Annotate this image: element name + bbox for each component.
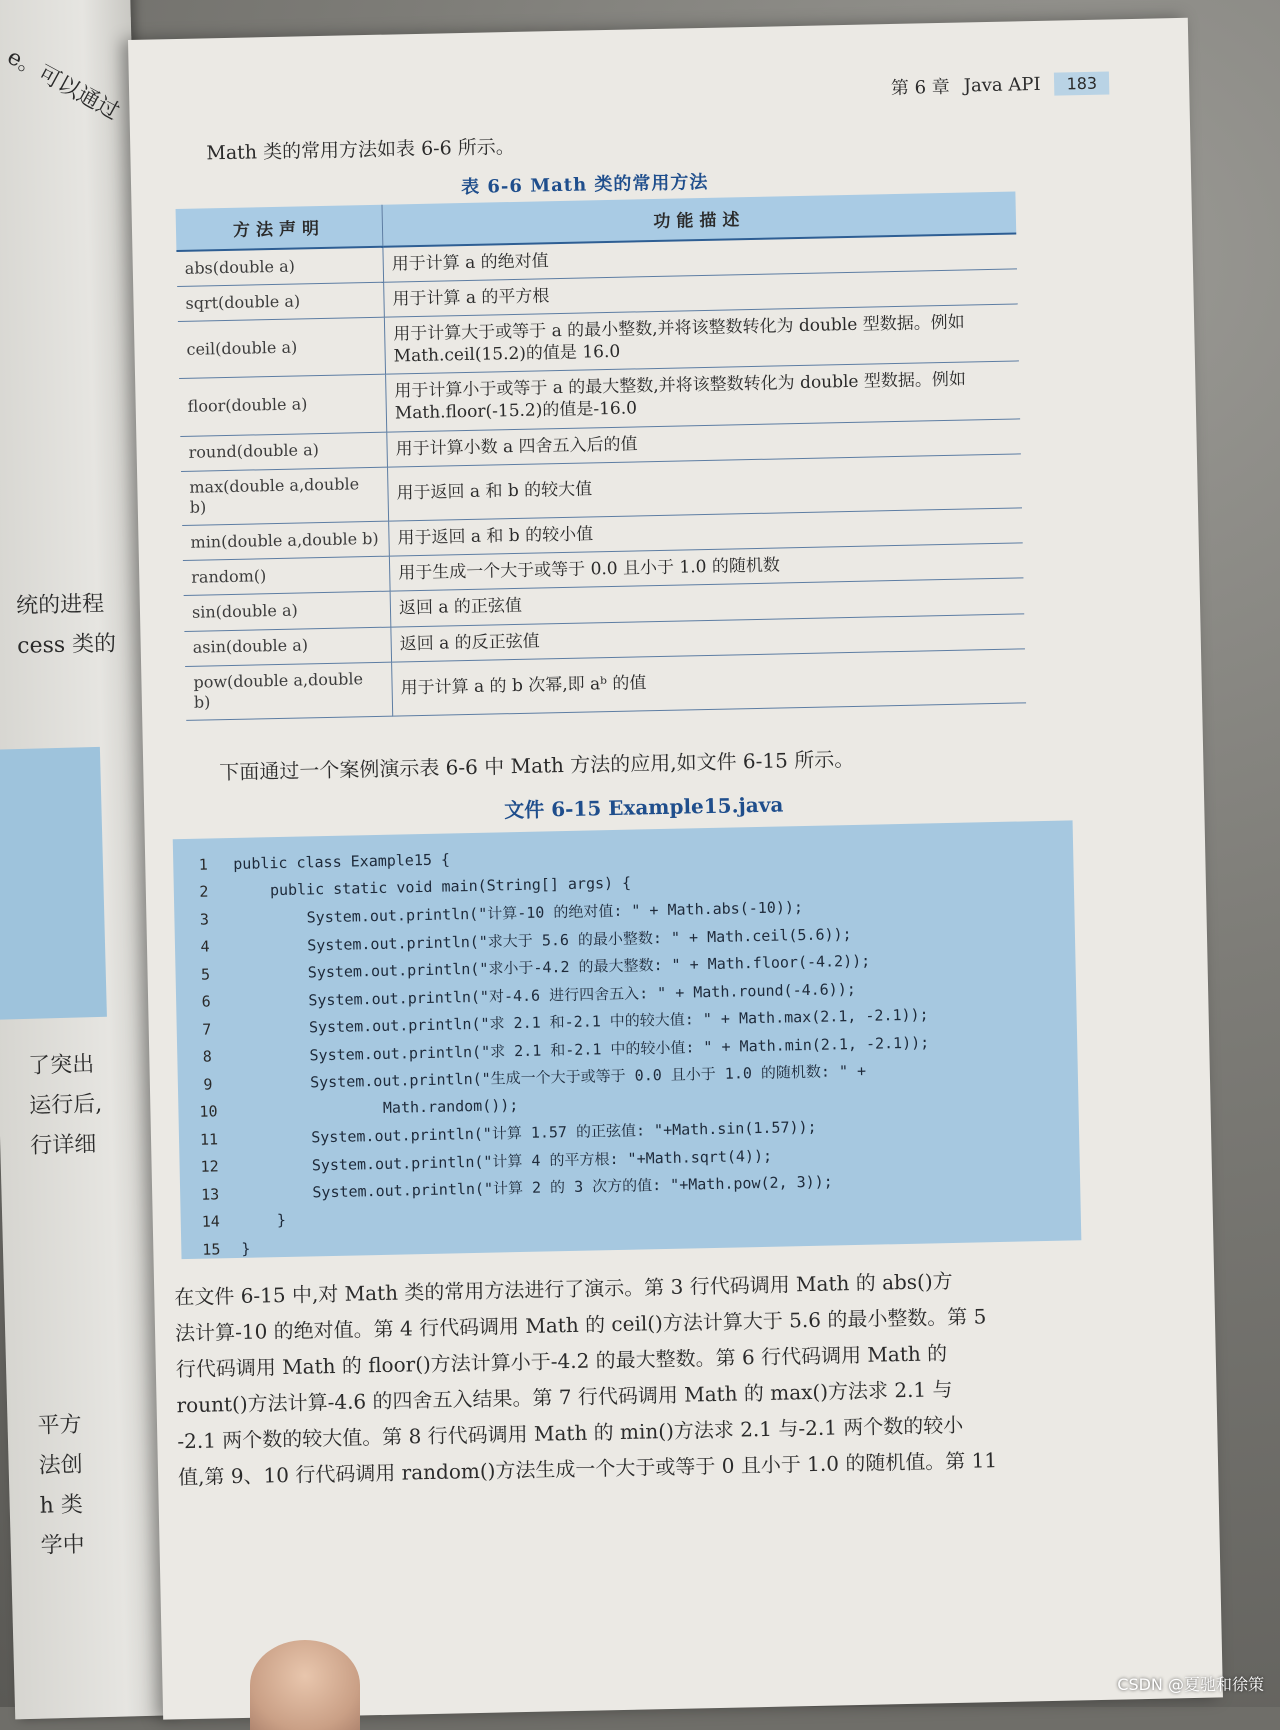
line-number: 3: [199, 910, 210, 929]
line-number: 7: [202, 1020, 212, 1039]
finger-thumb: [250, 1640, 360, 1730]
chapter-title: Java API: [963, 73, 1041, 97]
table-header-decl: 方法声明: [176, 205, 383, 251]
method-description: 用于计算小数 a 四舍五入后的值: [387, 418, 1021, 466]
line-number: 9: [203, 1075, 213, 1094]
code-text: }: [241, 1239, 251, 1258]
book-page: [128, 18, 1223, 1720]
code-text: }: [240, 1211, 287, 1231]
left-snippet: 统的进程: [15, 591, 105, 619]
code-listing: [173, 820, 1082, 1259]
code-text: System.out.println("计算 2 的 3 次方的值: "+Math.pow(2, 3));: [240, 1172, 833, 1204]
left-snippet: 运行后,: [28, 1091, 103, 1119]
method-declaration: asin(double a): [184, 627, 391, 666]
method-description: 用于计算 a 的平方根: [384, 269, 1018, 317]
code-text: public class Example15 {: [233, 850, 451, 873]
method-declaration: pow(double a,double b): [185, 662, 393, 721]
code-text: System.out.println("计算 1.57 的正弦值: "+Math.sin(1.57));: [238, 1118, 817, 1149]
file-caption: 文件 6-15 Example15.java: [503, 792, 784, 823]
left-snippet: 行详细: [29, 1132, 97, 1159]
code-text: System.out.println("求 2.1 和-2.1 中的较小值: " + Math.min(2.1, -2.1));: [237, 1033, 930, 1066]
code-text: Math.random());: [238, 1096, 519, 1121]
code-text: System.out.println("生成一个大于或等于 0.0 且小于 1.0 的随机数: " +: [237, 1062, 867, 1094]
line-number: 12: [200, 1157, 219, 1176]
code-text: System.out.println("对-4.6 进行四舍五入: " + Math.round(-4.6));: [235, 979, 856, 1011]
line-number: 4: [200, 937, 210, 956]
code-text: System.out.println("求 2.1 和-2.1 中的较大值: " + Math.max(2.1, -2.1));: [236, 1005, 929, 1039]
line-number: 8: [202, 1047, 213, 1066]
explanation-paragraph: [174, 1260, 1098, 1495]
line-number: 5: [200, 965, 211, 984]
line-number: 10: [199, 1102, 218, 1121]
line-number: 13: [200, 1185, 220, 1204]
intro-text: Math 类的常用方法如表 6-6 所示。: [206, 135, 515, 165]
method-declaration: round(double a): [180, 432, 387, 471]
line-number: 11: [199, 1130, 219, 1149]
code-text: System.out.println("求小于-4.2 的最大整数: " + Math.floor(-4.2));: [235, 951, 871, 984]
code-text: System.out.println("计算-10 的绝对值: " + Math.abs(-10));: [234, 898, 804, 929]
watermark: CSDN @夏驰和徐策: [1117, 1675, 1264, 1694]
paragraph-line: -2.1 两个数的较大值。第 8 行代码调用 Math 的 min()方法求 2.1 与-2.1 两个数的较小: [177, 1412, 964, 1454]
page-number: 183: [1054, 71, 1109, 95]
line-number: 1: [198, 855, 208, 874]
table-caption: 表 6-6 Math 类的常用方法: [460, 171, 709, 199]
section-text: 下面通过一个案例演示表 6-6 中 Math 方法的应用,如文件 6-15 所示。: [219, 746, 855, 785]
paragraph-line: 值,第 9、10 行代码调用 random()方法生成一个大于或等于 0 且小于 1.0 的随机值。第 11: [177, 1448, 998, 1490]
left-snippet: 学中: [40, 1532, 86, 1559]
method-declaration: sqrt(double a): [177, 282, 384, 321]
left-snippet: e。可以通过: [3, 44, 124, 126]
chapter-label: 第 6 章: [890, 76, 951, 100]
method-description: 用于计算大于或等于 a 的最小整数,并将该整数转化为 double 型数据。例如 Math.ceil(15.2)的值是 16.0: [384, 304, 1019, 374]
method-description: 用于返回 a 和 b 的较小值: [389, 508, 1023, 556]
line-number: 2: [199, 882, 209, 901]
method-description: 用于计算 a 的绝对值: [383, 233, 1017, 282]
paragraph-line: 法计算-10 的绝对值。第 4 行代码调用 Math 的 ceil()方法计算大于 5.6 的最小整数。第 5: [174, 1304, 987, 1346]
method-declaration: sin(double a): [184, 592, 391, 631]
left-snippet: cess 类的: [16, 631, 117, 659]
method-description: 用于生成一个大于或等于 0.0 且小于 1.0 的随机数: [389, 543, 1023, 591]
code-text: public static void main(String[] args) {: [233, 873, 632, 901]
method-declaration: random(): [183, 556, 390, 595]
method-declaration: max(double a,double b): [181, 467, 389, 526]
left-snippet: h 类: [39, 1492, 84, 1519]
paragraph-line: 在文件 6-15 中,对 Math 类的常用方法进行了演示。第 3 行代码调用 Math 的 abs()方: [174, 1269, 953, 1310]
method-description: 返回 a 的反正弦值: [391, 613, 1025, 661]
left-snippet: 了突出: [27, 1052, 95, 1079]
method-description: 返回 a 的正弦值: [390, 578, 1024, 626]
method-description: 用于返回 a 和 b 的较大值: [387, 454, 1022, 522]
method-description: 用于计算小于或等于 a 的最大整数,并将该整数转化为 double 型数据。例如 Math.floor(-15.2)的值是-16.0: [386, 361, 1021, 431]
line-number: 6: [201, 992, 211, 1011]
paragraph-line: rount()方法计算-4.6 的四舍五入结果。第 7 行代码调用 Math 的 max()方法求 2.1 与: [176, 1377, 953, 1418]
method-declaration: min(double a,double b): [182, 521, 389, 560]
left-code-block: [0, 747, 107, 1020]
method-declaration: floor(double a): [179, 375, 387, 436]
running-header: [891, 69, 1110, 100]
left-snippet: 法创: [38, 1452, 83, 1479]
methods-table: [176, 191, 1027, 721]
method-declaration: ceil(double a): [178, 317, 386, 378]
code-text: System.out.println("求大于 5.6 的最小整数: " + Math.ceil(5.6));: [234, 924, 852, 956]
code-text: System.out.println("计算 4 的平方根: "+Math.sqrt(4));: [239, 1146, 773, 1176]
paragraph-line: 行代码调用 Math 的 floor()方法计算小于-4.2 的最大整数。第 6 行代码调用 Math 的: [175, 1341, 948, 1382]
line-number: 14: [201, 1212, 220, 1231]
method-declaration: abs(double a): [176, 247, 383, 287]
table-header-desc: 功能描述: [382, 191, 1016, 246]
method-description: 用于计算 a 的 b 次幂,即 aᵇ 的值: [392, 648, 1027, 716]
left-snippet: 平方: [37, 1412, 82, 1439]
line-number: 15: [202, 1240, 221, 1259]
